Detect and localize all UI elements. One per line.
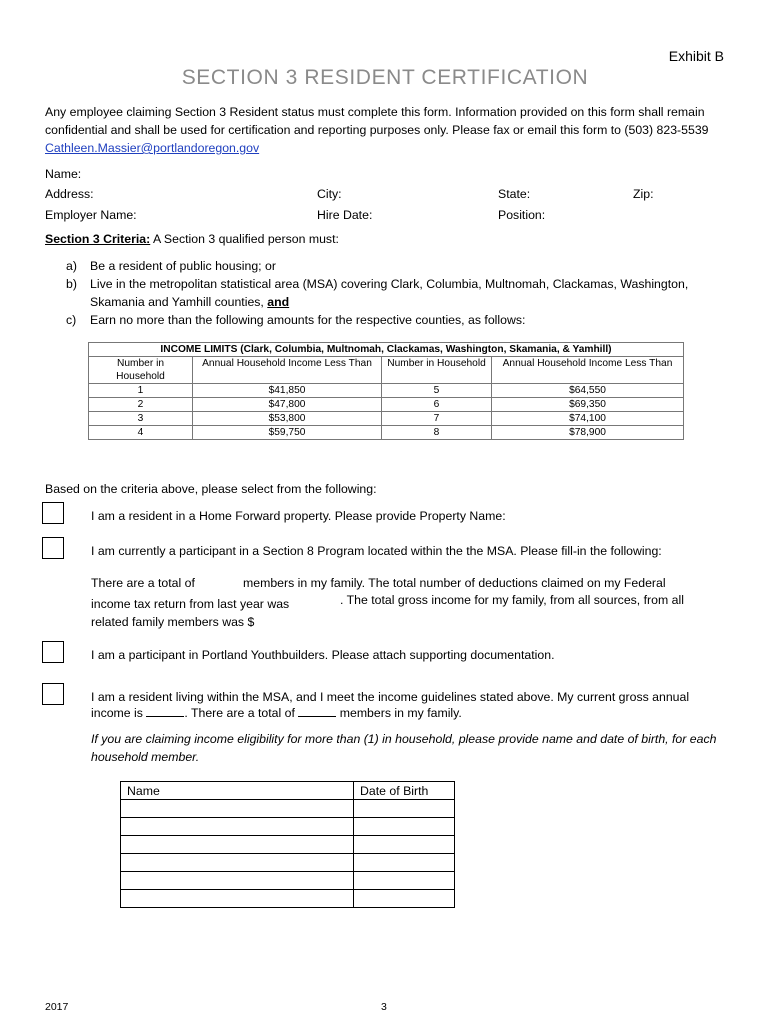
dob-cell[interactable] — [354, 872, 455, 890]
table-row — [121, 818, 455, 836]
intro-text: Any employee claiming Section 3 Resident status must complete this form. Information provided on this form shall remain confidential and shall be used for certification and reporting purposes only. Please fax or email this form to (503) 823-5539 — [45, 105, 709, 137]
table-row — [89, 412, 684, 426]
name-cell[interactable] — [121, 854, 354, 872]
criteria-text: Be a resident of public housing; or — [90, 259, 276, 273]
criteria-text — [90, 275, 726, 311]
select-instruction: Based on the criteria above, please select from the following: — [45, 482, 377, 496]
members-header-row — [121, 782, 455, 800]
table-cell: $74,100 — [492, 412, 684, 426]
home-forward-checkbox[interactable] — [42, 502, 64, 524]
header-cell: Number in Household — [382, 357, 492, 384]
header-cell: Number in Household — [89, 357, 193, 384]
criteria-marker: b) — [66, 277, 77, 291]
table-row — [121, 890, 455, 908]
table-row — [121, 854, 455, 872]
table-cell: 5 — [382, 384, 492, 398]
page-title: SECTION 3 RESIDENT CERTIFICATION — [181, 66, 589, 89]
city-label: City: — [317, 187, 342, 201]
youthbuilders-option: I am a participant in Portland Youthbuilders. Please attach supporting documentation. — [91, 648, 555, 662]
name-cell[interactable] — [121, 818, 354, 836]
table-cell: 6 — [382, 398, 492, 412]
section8-option: I am currently a participant in a Section 8 Program located within the the MSA. Please fill-in the following: — [91, 544, 662, 558]
household-instruction: If you are claiming income eligibility for more than (1) in household, please provide name and date of birth, for each household member. — [91, 732, 717, 764]
name-label: Name: — [45, 167, 82, 181]
tax-return-label: income tax return from last year was — [91, 597, 290, 611]
dob-cell[interactable] — [354, 854, 455, 872]
msa-income-line — [91, 706, 462, 720]
family-total-text: . There are a total of — [184, 706, 295, 720]
dob-cell[interactable] — [354, 836, 455, 854]
exhibit-label: Exhibit B — [668, 48, 724, 64]
name-cell[interactable] — [121, 836, 354, 854]
home-forward-option: I am a resident in a Home Forward property. Please provide Property Name: — [91, 509, 506, 523]
deductions-text: members in my family. The total number of deductions claimed on my Federal — [243, 576, 666, 590]
table-cell: $69,350 — [492, 398, 684, 412]
table-cell: $47,800 — [193, 398, 382, 412]
state-label: State: — [498, 187, 531, 201]
table-cell: 1 — [89, 384, 193, 398]
table-row — [89, 398, 684, 412]
criteria-title: Section 3 Criteria: — [45, 232, 151, 246]
msa-resident-option: I am a resident living within the MSA, and I meet the income guidelines stated above. My current gross annual — [91, 690, 690, 704]
zip-label: Zip: — [633, 187, 654, 201]
criteria-heading — [45, 232, 339, 246]
family-total-label: There are a total of — [91, 576, 195, 590]
footer-year: 2017 — [45, 1001, 69, 1013]
criteria-text-main: Live in the metropolitan statistical area (MSA) covering Clark, Columbia, Multnomah, Clackamas, Washington, Skamania and Yamhill counties, — [90, 277, 689, 309]
table-row — [89, 384, 684, 398]
table-cell: 4 — [89, 426, 193, 440]
income-label: income is — [91, 706, 143, 720]
criteria-item — [66, 257, 726, 275]
income-limits-table — [88, 342, 684, 440]
income-table-header-row — [89, 357, 684, 384]
household-members-table — [120, 781, 455, 908]
name-cell[interactable] — [121, 872, 354, 890]
hire-date-label: Hire Date: — [317, 208, 373, 222]
criteria-emphasis: and — [267, 295, 290, 309]
table-row — [89, 426, 684, 440]
dob-cell[interactable] — [354, 890, 455, 908]
msa-resident-checkbox[interactable] — [42, 683, 64, 705]
table-row — [121, 872, 455, 890]
dob-header: Date of Birth — [354, 782, 455, 800]
table-cell: 7 — [382, 412, 492, 426]
header-cell: Annual Household Income Less Than — [193, 357, 382, 384]
footer-page-number: 3 — [381, 1001, 387, 1013]
criteria-list — [66, 257, 726, 329]
criteria-marker: a) — [66, 259, 77, 273]
gross-income-text: . The total gross income for my family, from all sources, from all — [340, 593, 684, 607]
name-header: Name — [121, 782, 354, 800]
criteria-lead: A Section 3 qualified person must: — [150, 232, 339, 246]
criteria-item — [66, 275, 726, 311]
employer-name-label: Employer Name: — [45, 208, 137, 222]
address-label: Address: — [45, 187, 94, 201]
name-cell[interactable] — [121, 800, 354, 818]
table-cell: 8 — [382, 426, 492, 440]
criteria-marker: c) — [66, 313, 77, 327]
table-cell: 2 — [89, 398, 193, 412]
intro-paragraph — [45, 103, 725, 157]
dob-cell[interactable] — [354, 800, 455, 818]
table-row — [121, 800, 455, 818]
members-blank[interactable] — [298, 716, 336, 717]
table-cell: $64,550 — [492, 384, 684, 398]
dob-cell[interactable] — [354, 818, 455, 836]
email-link[interactable]: Cathleen.Massier@portlandoregon.gov — [45, 141, 260, 155]
table-cell: $53,800 — [193, 412, 382, 426]
table-cell: 3 — [89, 412, 193, 426]
table-cell: $78,900 — [492, 426, 684, 440]
members-text: members in my family. — [339, 706, 462, 720]
criteria-text: Earn no more than the following amounts for the respective counties, as follows: — [90, 313, 526, 327]
related-members-label: related family members was $ — [91, 615, 255, 629]
name-cell[interactable] — [121, 890, 354, 908]
header-cell: Annual Household Income Less Than — [492, 357, 684, 384]
position-label: Position: — [498, 208, 546, 222]
income-table-caption: INCOME LIMITS (Clark, Columbia, Multnomah, Clackamas, Washington, Skamania, & Yamhill) — [89, 343, 684, 357]
income-blank[interactable] — [146, 716, 184, 717]
table-cell: $59,750 — [193, 426, 382, 440]
section8-checkbox[interactable] — [42, 537, 64, 559]
table-row — [121, 836, 455, 854]
youthbuilders-checkbox[interactable] — [42, 641, 64, 663]
table-cell: $41,850 — [193, 384, 382, 398]
criteria-item — [66, 311, 726, 329]
